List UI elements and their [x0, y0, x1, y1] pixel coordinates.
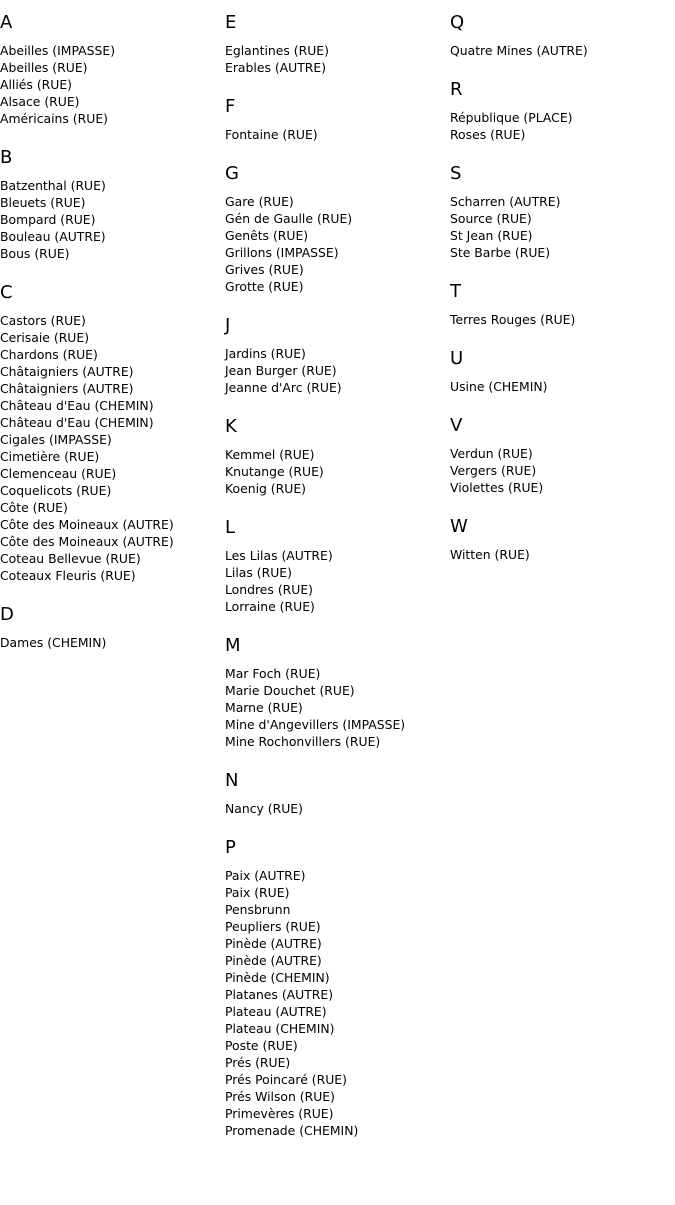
street-list-item	[225, 1054, 445, 1071]
street-link[interactable]: Scharren (AUTRE)	[450, 194, 561, 209]
section-letter-heading: S	[450, 163, 462, 184]
street-list-item	[450, 546, 670, 563]
section-letter-heading: Q	[450, 12, 465, 33]
street-link[interactable]: Cerisaie (RUE)	[0, 330, 90, 345]
letter-section-r	[450, 79, 670, 143]
street-link[interactable]: Alsace (RUE)	[0, 94, 80, 109]
letter-section-s	[450, 163, 670, 261]
street-list-item	[225, 1105, 445, 1122]
street-link[interactable]: Alliés (RUE)	[0, 77, 72, 92]
letter-section-l	[225, 517, 445, 615]
street-link[interactable]: Usine (CHEMIN)	[450, 379, 548, 394]
street-list-item	[0, 76, 220, 93]
street-link[interactable]: Castors (RUE)	[0, 313, 86, 328]
section-letter-heading: G	[225, 163, 239, 184]
street-list	[225, 867, 445, 1139]
street-list-item	[450, 378, 670, 395]
street-list-item	[225, 126, 445, 143]
street-list-item	[0, 567, 220, 584]
street-list-item	[225, 598, 445, 615]
street-link[interactable]: Roses (RUE)	[450, 127, 526, 142]
letter-section-k	[225, 416, 445, 497]
street-link[interactable]: Clemenceau (RUE)	[0, 466, 117, 481]
letter-section-e	[225, 12, 445, 76]
street-list-item	[0, 42, 220, 59]
street-link[interactable]: Gare (RUE)	[225, 194, 294, 209]
street-link[interactable]: Ste Barbe (RUE)	[450, 245, 551, 260]
street-link[interactable]: Côte des Moineaux (AUTRE)	[0, 517, 174, 532]
street-list-item	[225, 446, 445, 463]
street-link[interactable]: Witten (RUE)	[450, 547, 530, 562]
street-list-item	[0, 499, 220, 516]
street-link[interactable]: Dames (CHEMIN)	[0, 635, 107, 650]
street-index-column-3	[450, 0, 670, 583]
street-link[interactable]: Jardins (RUE)	[225, 346, 306, 361]
street-link[interactable]: Plateau (CHEMIN)	[225, 1021, 335, 1036]
street-list-item	[225, 1003, 445, 1020]
street-list-item	[0, 533, 220, 550]
street-link[interactable]: Violettes (RUE)	[450, 480, 544, 495]
street-link[interactable]: Jean Burger (RUE)	[225, 363, 337, 378]
street-link[interactable]: Pinède (AUTRE)	[225, 953, 322, 968]
street-list-item	[225, 682, 445, 699]
street-index-column-1	[0, 0, 220, 671]
street-list-item	[225, 59, 445, 76]
street-list-item	[0, 465, 220, 482]
street-link[interactable]: Les Lilas (AUTRE)	[225, 548, 333, 563]
street-link[interactable]: Prés (RUE)	[225, 1055, 291, 1070]
street-list	[450, 311, 670, 328]
street-list	[225, 42, 445, 76]
street-list	[225, 800, 445, 817]
street-link[interactable]: Paix (RUE)	[225, 885, 290, 900]
street-link[interactable]: Lilas (RUE)	[225, 565, 292, 580]
street-list	[0, 42, 220, 127]
street-link[interactable]: St Jean (RUE)	[450, 228, 533, 243]
street-link[interactable]: Koenig (RUE)	[225, 481, 306, 496]
street-list-item	[225, 564, 445, 581]
street-list-item	[450, 311, 670, 328]
street-link[interactable]: Cimetière (RUE)	[0, 449, 100, 464]
street-link[interactable]: Pinède (AUTRE)	[225, 936, 322, 951]
street-list	[225, 446, 445, 497]
street-list-item	[0, 59, 220, 76]
street-link[interactable]: Nancy (RUE)	[225, 801, 303, 816]
street-list-item	[0, 397, 220, 414]
street-link[interactable]: Coquelicots (RUE)	[0, 483, 112, 498]
street-list-item	[225, 1088, 445, 1105]
street-link[interactable]: Promenade (CHEMIN)	[225, 1123, 359, 1138]
street-list-item	[225, 1122, 445, 1139]
street-list-item	[225, 193, 445, 210]
section-letter-heading: M	[225, 635, 241, 656]
street-list	[450, 546, 670, 563]
section-letter-heading: A	[0, 12, 13, 33]
section-letter-heading: B	[0, 147, 13, 168]
letter-section-w	[450, 516, 670, 563]
street-list-item	[0, 482, 220, 499]
section-letter-heading: C	[0, 282, 13, 303]
street-list-item	[225, 665, 445, 682]
street-list-item	[225, 867, 445, 884]
letter-section-j	[225, 315, 445, 396]
street-list	[225, 126, 445, 143]
street-list-item	[225, 379, 445, 396]
street-link[interactable]: Gén de Gaulle (RUE)	[225, 211, 353, 226]
street-list-item	[450, 445, 670, 462]
section-letter-heading: U	[450, 348, 464, 369]
street-link[interactable]: Côte (RUE)	[0, 500, 68, 515]
letter-section-b	[0, 147, 220, 262]
letter-section-g	[225, 163, 445, 295]
street-list-item	[225, 581, 445, 598]
street-link[interactable]: Mine Rochonvillers (RUE)	[225, 734, 381, 749]
street-list-item	[0, 329, 220, 346]
street-link[interactable]: Verdun (RUE)	[450, 446, 533, 461]
street-link[interactable]: Bous (RUE)	[0, 246, 70, 261]
street-list-item	[0, 110, 220, 127]
street-link[interactable]: Prés Wilson (RUE)	[225, 1089, 335, 1104]
street-list-item	[225, 800, 445, 817]
letter-section-c	[0, 282, 220, 584]
section-letter-heading: J	[225, 315, 231, 336]
street-list-item	[0, 93, 220, 110]
street-list-item	[450, 126, 670, 143]
street-link[interactable]: Abeilles (RUE)	[0, 60, 88, 75]
street-list-item	[225, 362, 445, 379]
section-letter-heading: R	[450, 79, 463, 100]
street-link[interactable]: Bompard (RUE)	[0, 212, 96, 227]
street-link[interactable]: Source (RUE)	[450, 211, 532, 226]
street-link[interactable]: Mar Foch (RUE)	[225, 666, 321, 681]
street-list-item	[225, 884, 445, 901]
street-link[interactable]: Jeanne d'Arc (RUE)	[225, 380, 342, 395]
letter-section-t	[450, 281, 670, 328]
street-list-item	[0, 346, 220, 363]
street-list-item	[0, 380, 220, 397]
street-link[interactable]: Londres (RUE)	[225, 582, 313, 597]
street-link[interactable]: Lorraine (RUE)	[225, 599, 315, 614]
street-list	[0, 634, 220, 651]
street-link[interactable]: Kemmel (RUE)	[225, 447, 315, 462]
section-letter-heading: N	[225, 770, 239, 791]
street-list-item	[0, 228, 220, 245]
street-list-item	[0, 194, 220, 211]
section-letter-heading: W	[450, 516, 468, 537]
section-letter-heading: D	[0, 604, 14, 625]
street-link[interactable]: Coteaux Fleuris (RUE)	[0, 568, 136, 583]
letter-section-u	[450, 348, 670, 395]
street-link[interactable]: Bleuets (RUE)	[0, 195, 86, 210]
street-link[interactable]: Pinède (CHEMIN)	[225, 970, 330, 985]
street-list-item	[0, 516, 220, 533]
street-link[interactable]: Eglantines (RUE)	[225, 43, 329, 58]
section-letter-heading: K	[225, 416, 237, 437]
street-list-item	[225, 935, 445, 952]
street-list-item	[450, 479, 670, 496]
section-letter-heading: P	[225, 837, 236, 858]
street-list	[225, 547, 445, 615]
street-list-item	[450, 193, 670, 210]
street-link[interactable]: Marne (RUE)	[225, 700, 303, 715]
street-index-column-2	[225, 0, 445, 1159]
street-link[interactable]: Château d'Eau (CHEMIN)	[0, 398, 154, 413]
street-link[interactable]: Châtaigniers (AUTRE)	[0, 364, 134, 379]
street-link[interactable]: Grillons (IMPASSE)	[225, 245, 339, 260]
street-list	[225, 193, 445, 295]
letter-section-a	[0, 12, 220, 127]
street-link[interactable]: Coteau Bellevue (RUE)	[0, 551, 141, 566]
section-letter-heading: V	[450, 415, 463, 436]
street-list-item	[0, 363, 220, 380]
street-link[interactable]: Américains (RUE)	[0, 111, 108, 126]
street-list	[0, 312, 220, 584]
street-list-item	[225, 463, 445, 480]
letter-section-p	[225, 837, 445, 1139]
street-list-item	[0, 177, 220, 194]
street-list-item	[225, 210, 445, 227]
section-letter-heading: L	[225, 517, 236, 538]
street-list	[450, 445, 670, 496]
street-list-item	[225, 1037, 445, 1054]
street-list-item	[225, 345, 445, 362]
street-list-item	[225, 986, 445, 1003]
street-list-item	[0, 431, 220, 448]
street-link[interactable]: Prés Poincaré (RUE)	[225, 1072, 347, 1087]
street-list-item	[0, 245, 220, 262]
street-link[interactable]: Poste (RUE)	[225, 1038, 298, 1053]
street-link[interactable]: Cigales (IMPASSE)	[0, 432, 112, 447]
letter-section-d	[0, 604, 220, 651]
street-link[interactable]: Abeilles (IMPASSE)	[0, 43, 116, 58]
street-list-item	[0, 414, 220, 431]
street-link[interactable]: Vergers (RUE)	[450, 463, 537, 478]
street-list-item	[225, 1020, 445, 1037]
street-link[interactable]: Primevères (RUE)	[225, 1106, 334, 1121]
street-list-item	[450, 109, 670, 126]
street-list-item	[225, 547, 445, 564]
section-letter-heading: F	[225, 96, 236, 117]
street-list-item	[225, 716, 445, 733]
street-list	[225, 665, 445, 750]
street-list-item	[225, 699, 445, 716]
street-list	[225, 345, 445, 396]
letter-section-f	[225, 96, 445, 143]
street-list-item	[225, 733, 445, 750]
street-list-item	[0, 211, 220, 228]
street-link[interactable]: Grives (RUE)	[225, 262, 304, 277]
street-list	[450, 42, 670, 59]
street-link[interactable]: Grotte (RUE)	[225, 279, 304, 294]
street-list-item	[225, 227, 445, 244]
street-link[interactable]: Genêts (RUE)	[225, 228, 309, 243]
letter-section-m	[225, 635, 445, 750]
street-list-item	[450, 210, 670, 227]
section-letter-heading: E	[225, 12, 237, 33]
street-link[interactable]: Fontaine (RUE)	[225, 127, 318, 142]
street-list-item	[450, 244, 670, 261]
street-list-item	[450, 42, 670, 59]
street-list	[0, 177, 220, 262]
street-link[interactable]: République (PLACE)	[450, 110, 573, 125]
street-link[interactable]: Châtaigniers (AUTRE)	[0, 381, 134, 396]
street-list	[450, 378, 670, 395]
street-link[interactable]: Marie Douchet (RUE)	[225, 683, 355, 698]
street-link[interactable]: Platanes (AUTRE)	[225, 987, 334, 1002]
street-link[interactable]: Bouleau (AUTRE)	[0, 229, 106, 244]
street-list-item	[0, 634, 220, 651]
street-list-item	[225, 918, 445, 935]
street-link[interactable]: Knutange (RUE)	[225, 464, 324, 479]
street-list-item	[225, 952, 445, 969]
street-link[interactable]: Terres Rouges (RUE)	[450, 312, 576, 327]
street-link[interactable]: Château d'Eau (CHEMIN)	[0, 415, 154, 430]
street-link[interactable]: Batzenthal (RUE)	[0, 178, 106, 193]
street-list-item	[225, 42, 445, 59]
street-link[interactable]: Paix (AUTRE)	[225, 868, 306, 883]
street-list	[450, 109, 670, 143]
street-list-item	[225, 1071, 445, 1088]
street-list-item	[225, 261, 445, 278]
letter-section-q	[450, 12, 670, 59]
street-list-item	[225, 480, 445, 497]
street-link[interactable]: Mine d'Angevillers (IMPASSE)	[225, 717, 406, 732]
street-list-item	[225, 901, 445, 918]
letter-section-v	[450, 415, 670, 496]
street-list-item	[0, 312, 220, 329]
street-link[interactable]: Pensbrunn	[225, 902, 291, 917]
street-list-item	[225, 969, 445, 986]
street-list-item	[0, 550, 220, 567]
street-link[interactable]: Erables (AUTRE)	[225, 60, 327, 75]
street-list	[450, 193, 670, 261]
street-link[interactable]: Quatre Mines (AUTRE)	[450, 43, 588, 58]
street-link[interactable]: Côte des Moineaux (AUTRE)	[0, 534, 174, 549]
letter-section-n	[225, 770, 445, 817]
section-letter-heading: T	[450, 281, 461, 302]
street-link[interactable]: Chardons (RUE)	[0, 347, 98, 362]
street-link[interactable]: Plateau (AUTRE)	[225, 1004, 327, 1019]
street-link[interactable]: Peupliers (RUE)	[225, 919, 321, 934]
street-list-item	[225, 278, 445, 295]
street-list-item	[450, 462, 670, 479]
street-list-item	[450, 227, 670, 244]
street-list-item	[0, 448, 220, 465]
street-list-item	[225, 244, 445, 261]
